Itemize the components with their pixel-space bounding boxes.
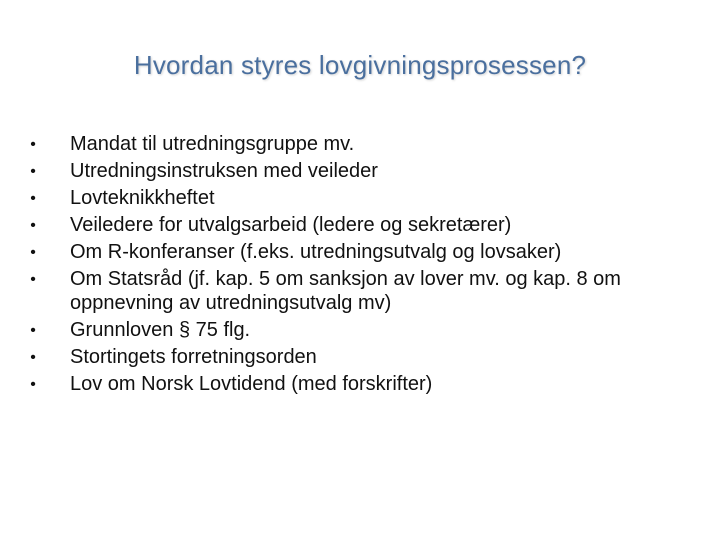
bullet-icon: • — [30, 322, 36, 340]
list-item — [26, 241, 706, 265]
bullet-list — [26, 133, 706, 400]
list-item — [26, 133, 706, 157]
list-item — [26, 160, 706, 184]
list-item-text: Lovteknikkheftet — [70, 187, 215, 210]
list-item — [26, 373, 706, 397]
list-item — [26, 319, 706, 343]
bullet-icon: • — [30, 136, 36, 153]
list-item — [26, 214, 706, 238]
bullet-icon: • — [30, 244, 36, 262]
list-item-text: Stortingets forretningsorden — [70, 346, 317, 369]
bullet-icon: • — [30, 190, 36, 208]
list-item-text: Mandat til utredningsgruppe mv. — [70, 133, 355, 155]
list-item-text: Veiledere for utvalgsarbeid (ledere og sekretærer) — [70, 214, 512, 237]
bullet-icon: • — [30, 349, 36, 367]
list-item-text: Om Statsråd (jf. kap. 5 om sanksjon av lover mv. og kap. 8 om oppnevning av utredningsutvalg mv) — [70, 268, 621, 314]
list-item-text: Grunnloven § 75 flg. — [70, 319, 251, 342]
bullet-icon: • — [30, 376, 36, 394]
list-item — [26, 187, 706, 211]
list-item — [26, 268, 706, 315]
slide-title: Hvordan styres lovgivningsprosessen? — [133, 50, 587, 80]
bullet-icon: • — [30, 163, 36, 181]
list-item-text: Lov om Norsk Lovtidend (med forskrifter) — [70, 373, 433, 396]
list-item — [26, 346, 706, 370]
bullet-icon: • — [30, 217, 36, 235]
list-item-text: Utredningsinstruksen med veileder — [70, 160, 378, 183]
bullet-icon: • — [30, 271, 36, 289]
list-item-text: Om R-konferanser (f.eks. utredningsutvalg og lovsaker) — [70, 241, 562, 264]
